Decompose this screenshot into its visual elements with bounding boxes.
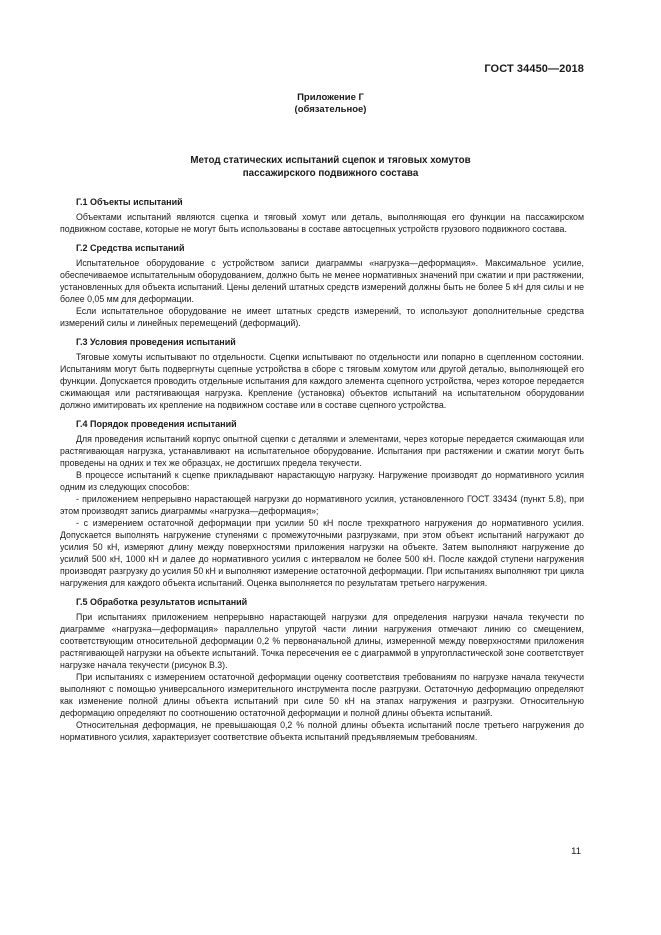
paragraph: Тяговые хомуты испытывают по отдельности. Сцепки испытывают по отдельности или попарно в сцепленном состоянии. Испытаниям могут быть подвергнуты сцепные устройства в сборе с тяговым хомутом или другой деталью, выполняющей его функции. Допускается проводить отдельные испытания для каждого элемента сцепного устройства, через которое передается сжимающая или растягивающая нагрузка. Крепление (установка) объектов испытаний на испытательном оборудовании должно имитировать их крепление на подвижном составе или в составе сцепного устройства.: [60, 352, 584, 410]
paragraph: Для проведения испытаний корпус опытной сцепки с деталями и элементами, через которые передается сжимающая или растягивающая нагрузка, устанавливают на испытательное оборудование. Испытания при растяжении и сжатии могут быть проведены на одних и тех же образцах, не достигших предела текучести.: [60, 434, 584, 468]
section-heading: Г.3 Условия проведения испытаний: [76, 337, 236, 347]
annex-status: (обязательное): [294, 104, 367, 115]
section-g2: [60, 242, 584, 329]
document-code: ГОСТ 34450—2018: [484, 63, 584, 75]
paragraph: Испытательное оборудование с устройством записи диаграммы «нагрузка—деформация». Максимальное усилие, обеспечиваемое испытательным оборудованием, должно быть не менее нормативных значений при сжатии и при растяжении, установленных для объекта испытаний. Цены делений штатных средств измерений должны быть не более 5 кН для силы и не более 0,05 мм для деформации.: [60, 258, 584, 304]
annex-header: [0, 92, 661, 116]
section-heading: Г.5 Обработка результатов испытаний: [76, 597, 248, 607]
page-number: 11: [571, 846, 581, 857]
section-heading: Г.1 Объекты испытаний: [76, 197, 183, 207]
document-body: [60, 196, 584, 750]
section-g3: [60, 336, 584, 411]
paragraph: Относительная деформация, не превышающая 0,2 % полной длины объекта испытаний после третьего нагружения до нормативного усилия, характеризует соответствие объекта испытаний предъявляемым требованиям.: [60, 720, 584, 742]
paragraph: Объектами испытаний являются сцепка и тяговый хомут или деталь, выполняющая его функции на пассажирском подвижном составе, которые не могут быть использованы в составе автосцепных устройств грузового подвижного состава.: [60, 212, 584, 234]
section-g5: [60, 596, 584, 743]
list-item: - с измерением остаточной деформации при усилии 50 кН после трехкратного нагружения до нормативного усилия. Допускается выполнять нагружение ступенями с промежуточными разгрузками, при этом объект испытаний нагружают до усилия 50 кН, измеряют длину между поверхностями приложения нагрузки на объекте. Затем выполняют нагружение до усилий 500 кН, 1000 кН и далее до нормативного усилия с интервалом не более 500 кН. После каждой ступени нагружения производят разгрузку до усилия 50 кН и выполняют измерение остаточной деформации. При испытаниях выполняют три цикла нагружения для каждого объекта испытаний. Оценка выполняется по результатам третьего нагружения.: [60, 518, 584, 588]
section-heading: Г.4 Порядок проведения испытаний: [76, 419, 237, 429]
section-g1: [60, 196, 584, 235]
title-line-1: Метод статических испытаний сцепок и тяговых хомутов: [190, 155, 471, 166]
paragraph: При испытаниях приложением непрерывно нарастающей нагрузки для определения нагрузки начала текучести по диаграмме «нагрузка—деформация» параллельно упругой части линии нагружения отмечают линию со смещением, соответствующим относительной деформации 0,2 % первоначальной длины, измеренной между поверхностями приложения растягивающей нагрузки на объекте испытаний. Точка пересечения ее с диаграммой в упругопластической зоне соответствует нагрузке начала текучести (рисунок В.3).: [60, 612, 584, 670]
document-title: [0, 154, 661, 180]
title-line-2: пассажирского подвижного состава: [242, 168, 419, 179]
annex-title: Приложение Г: [297, 92, 364, 103]
paragraph: Если испытательное оборудование не имеет штатных средств измерений, то используют дополнительные средства измерений силы и линейных перемещений (деформаций).: [60, 306, 584, 328]
section-g4: [60, 418, 584, 589]
paragraph: В процессе испытаний к сцепке прикладывают нарастающую нагрузку. Нагружение производят до нормативного усилия одним из следующих способов:: [60, 470, 584, 492]
paragraph: При испытаниях с измерением остаточной деформации оценку соответствия требованиям по нагрузке начала текучести выполняют с помощью универсального измерительного инструмента после разгрузки. Остаточную деформацию определяют как изменение полной длины объекта испытаний при силе 50 кН на этапах нагружения и разгрузки. Относительную деформацию определяют по соотношению остаточной деформации и полной длины объекта испытаний.: [60, 672, 584, 718]
list-item: - приложением непрерывно нарастающей нагрузки до нормативного усилия, установленного ГОСТ 33434 (пункт 5.8), при этом производят запись диаграммы «нагрузка—деформация»;: [60, 494, 584, 516]
section-heading: Г.2 Средства испытаний: [76, 243, 185, 253]
